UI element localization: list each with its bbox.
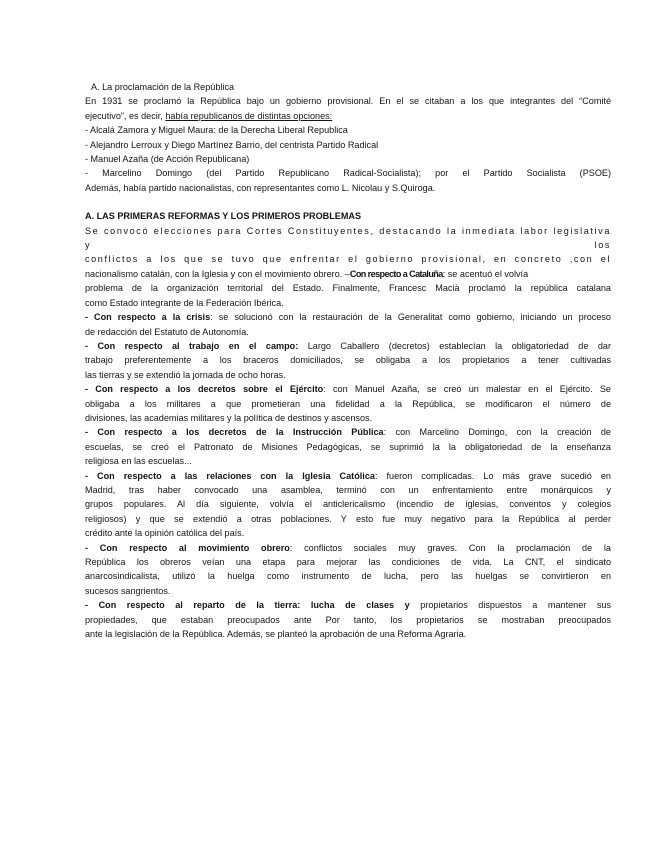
point-line: anarcosindicalista, utilizó la huelga como instrumento de lucha, pero las huelgas se convirtieron en [85,571,611,582]
section-heading-proclamacion: A. La proclamación de la República [91,82,235,92]
paragraph-line: Se convocó elecciones para Cortes Constituyentes, destacando la inmediata labor legislativa y los [85,225,611,251]
point-line: República los obreros veían una etapa para mejorar las condiciones de vida. La CNT, el sindicato [85,557,611,567]
point-line: obligaba a los militares a que prometieran una fidelidad a la República, se modificaron el número de [85,398,611,409]
underlined-text: había republicanos de distintas opciones: [165,110,333,121]
point-line: divisiones, las academias militares y la política de destinos y ascensos. [85,412,373,423]
text-run: : con Manuel Azaña, se creó un malestar en el Ejército. Se [323,384,611,395]
text-run: : con Marcelino Domingo, con la creación de [383,427,611,438]
point-line [85,382,611,396]
closing-line: Además, había partido nacionalistas, con representantes como L. Nicolau y S.Quiroga. [85,182,436,193]
paragraph-line: conflictos a los que se tuvo que enfrentar el gobierno provisional, en concreto ,con el [85,254,611,265]
point-line: religiosos) y que se extendió a otras poblaciones. Y esto fue muy negativo para la República al perder [85,513,611,524]
point-label: - Con respecto al trabajo en el campo: [85,340,299,351]
list-item: - Alejandro Lerroux y Diego Martínez Barrio, del centrista Partido Radical [85,139,379,150]
point-line [85,425,611,439]
point-label: - Con respecto a los decretos sobre el Ejército [85,384,324,395]
point-line [85,310,611,324]
text-run: : fueron complicadas. Lo más grave sucedió en [374,470,611,481]
bold-text: Con respecto a Cataluña [349,268,443,279]
list-item: - Manuel Azaña (de Acción Republicana) [85,154,250,165]
point-label: - Con respecto al reparto de la tierra: lucha de clases y [85,600,410,611]
point-line: Madrid, tras haber convocado una asamblea, terminó con un enfrentamiento entre monárquicos y [85,484,611,495]
point-label: - Con respecto al movimiento obrero [85,542,290,553]
point-label: - Con respecto a las relaciones con la Iglesia Católica [85,470,375,481]
text-run: : se acentuó el volvía [442,268,529,279]
point-line [85,469,611,483]
point-line: trabajo preferentemente a los braceros domiciliados, se obligaba a los propietarios a tener cultivadas [85,355,611,366]
point-line [85,598,611,612]
point-line: crédito ante la opinión católica del país. [85,528,245,539]
paragraph-line: En 1931 se proclamó la República bajo un gobierno provisional. En el se citaban a los que integrantes del “Comité [85,96,611,107]
point-label: - Con respecto a los decretos de la Instrucción Pública [85,427,384,438]
paragraph-line: problema de la organización territorial del Estado. Finalmente, Francesc Macià proclamó la república catalana [85,283,611,294]
spacer [85,195,611,209]
list-item: - Marcelino Domingo (del Partido Republicano Radical-Socialista); por el Partido Socialista (PSOE) [85,168,611,179]
point-line: religiosa en las escuelas... [85,456,192,467]
point-label: - Con respecto a la crisis [85,312,211,323]
point-line: grupos populares. Al día siguiente, volvía el anticlericalismo (incendio de iglesias, conventos y colegios [85,499,611,510]
paragraph-line [85,109,611,123]
point-line: propiedades, que estaban preocupados ante Por tanto, los propietarios se mostraban preocupados [85,614,611,625]
text-run: nacionalismo catalán, con la Iglesia y con el movimiento obrero. – [85,268,350,279]
text-run: : se solucionó con la restauración de la Generalitat como gobierno, iniciando un proceso [210,312,611,323]
point-line: escuelas, se creó el Patronato de Misiones Pedagógicas, se suprimió la la obligatoriedad de la enseñanza [85,441,611,452]
section-heading-reformas: A. LAS PRIMERAS REFORMAS Y LOS PRIMEROS PROBLEMAS [85,211,362,222]
text-run: : conflictos sociales muy graves. Con la proclamación de la [289,542,611,553]
point-line [85,541,611,555]
list-item: - Alcalá Zamora y Miguel Maura: de la Derecha Liberal Republica [85,125,348,136]
text-run: propietarios dispuestos a mantener sus [409,600,612,611]
text-run: Largo Caballero (decretos) establecían la obligatoriedad de dar [298,340,611,351]
text-run: ejecutivo”, es decir, [85,110,166,121]
point-line: sucesos sangrientos. [85,585,171,596]
point-line [85,339,611,353]
point-line: ante la legislación de la República. Además, se planteó la aprobación de una Reforma Agraria. [85,629,467,640]
paragraph-line: como Estado integrante de la Federación Ibérica. [85,297,284,308]
point-line: de redacción del Estatuto de Autonomía. [85,326,249,337]
paragraph-line [85,267,611,281]
point-line: las tierras y se extendió la jornada de ocho horas. [85,369,286,380]
